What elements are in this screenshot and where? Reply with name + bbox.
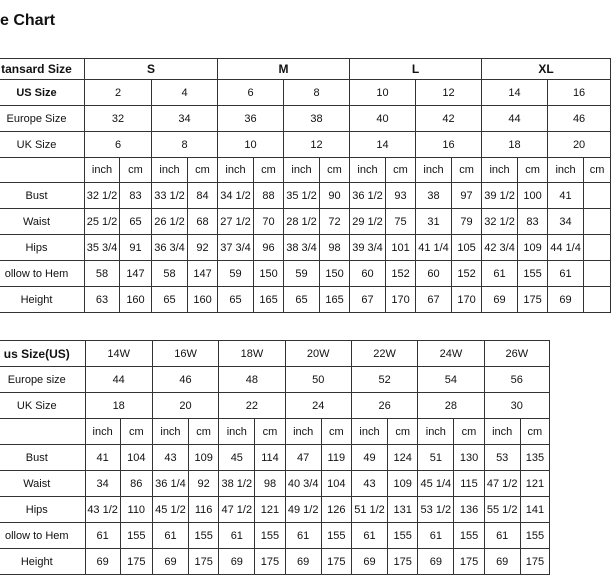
plus-size-cell: 26W	[484, 341, 549, 367]
us-size-cell: 14	[482, 80, 548, 106]
unit-cm-header: cm	[388, 419, 418, 445]
europe-size-cell: 48	[219, 367, 285, 393]
row-label: Hips	[0, 497, 85, 523]
measurement-cell: 79	[452, 209, 482, 235]
measurement-cell: 160	[120, 287, 152, 313]
unit-inch-header: inch	[484, 419, 520, 445]
us-size-cell: 6	[218, 80, 284, 106]
unit-cm-header: cm	[452, 158, 482, 183]
measurement-cell: 43 1/2	[85, 497, 120, 523]
plus-size-cell: 24W	[418, 341, 484, 367]
measurement-cell: 69	[219, 549, 255, 575]
measurement-cell: 104	[321, 471, 351, 497]
measurement-cell: 34 1/2	[218, 183, 254, 209]
measurement-cell: 115	[454, 471, 484, 497]
measurement-cell: 65	[218, 287, 254, 313]
europe-size-cell: 40	[350, 106, 416, 132]
measurement-cell: 84	[188, 183, 218, 209]
measurement-cell: 75	[386, 209, 416, 235]
unit-row	[0, 158, 611, 183]
measurement-cell: 58	[152, 261, 188, 287]
europe-size-cell: 46	[152, 367, 218, 393]
measurement-cell: 104	[120, 445, 152, 471]
measurement-cell: 92	[188, 235, 218, 261]
row-label: Europe size	[0, 367, 85, 393]
measure-row	[0, 445, 550, 471]
measurement-cell: 70	[254, 209, 284, 235]
measurement-cell: 69	[351, 549, 387, 575]
measurement-cell: 36 1/4	[152, 471, 188, 497]
measurement-cell: 69	[285, 549, 321, 575]
measurement-cell: 101	[386, 235, 416, 261]
measurement-cell: 175	[520, 549, 549, 575]
row-label: Height	[0, 549, 85, 575]
measurement-cell: 42 3/4	[482, 235, 518, 261]
measurement-cell: 25 1/2	[85, 209, 120, 235]
measurement-cell: 119	[321, 445, 351, 471]
measurement-cell: 60	[416, 261, 452, 287]
row-label: Hips	[0, 235, 85, 261]
measurement-cell	[584, 261, 611, 287]
europe-size-row	[0, 367, 550, 393]
europe-size-cell: 42	[416, 106, 482, 132]
us-size-cell: 8	[284, 80, 350, 106]
uk-size-cell: 30	[484, 393, 549, 419]
unit-inch-header: inch	[418, 419, 454, 445]
size-group-xl: XL	[482, 59, 611, 80]
europe-size-row	[0, 106, 611, 132]
measurement-cell: 55 1/2	[484, 497, 520, 523]
standard-size-label: tansard Size	[0, 59, 85, 80]
measurement-cell: 61	[351, 523, 387, 549]
plus-size-table	[0, 340, 550, 575]
measurement-cell: 160	[188, 287, 218, 313]
measurement-cell: 31	[416, 209, 452, 235]
measurement-cell: 47 1/2	[484, 471, 520, 497]
measurement-cell	[584, 287, 611, 313]
row-label: Europe Size	[0, 106, 85, 132]
measurement-cell: 63	[85, 287, 120, 313]
measurement-cell: 58	[85, 261, 120, 287]
unit-inch-header: inch	[152, 419, 188, 445]
measurement-cell: 96	[254, 235, 284, 261]
measurement-cell: 126	[321, 497, 351, 523]
unit-cm-header: cm	[254, 158, 284, 183]
measurement-cell: 61	[85, 523, 120, 549]
measurement-cell: 121	[255, 497, 285, 523]
measurement-cell: 59	[284, 261, 320, 287]
measurement-cell: 88	[254, 183, 284, 209]
measurement-cell: 130	[454, 445, 484, 471]
unit-inch-header: inch	[284, 158, 320, 183]
row-label: ollow to Hem	[0, 523, 85, 549]
row-label: UK Size	[0, 393, 85, 419]
measurement-cell: 47	[285, 445, 321, 471]
measurement-cell: 39 3/4	[350, 235, 386, 261]
measurement-cell: 135	[520, 445, 549, 471]
us-size-cell: 4	[152, 80, 218, 106]
measurement-cell: 61	[152, 523, 188, 549]
measurement-cell: 32 1/2	[85, 183, 120, 209]
measurement-cell: 141	[520, 497, 549, 523]
measurement-cell: 109	[189, 445, 219, 471]
plus-size-cell: 16W	[152, 341, 218, 367]
measurement-cell: 147	[188, 261, 218, 287]
measurement-cell: 38	[416, 183, 452, 209]
measurement-cell: 98	[320, 235, 350, 261]
measurement-cell: 91	[120, 235, 152, 261]
europe-size-cell: 34	[152, 106, 218, 132]
measurement-cell: 100	[518, 183, 548, 209]
unit-cm-header: cm	[320, 158, 350, 183]
measurement-cell: 68	[188, 209, 218, 235]
measurement-cell: 155	[189, 523, 219, 549]
measurement-cell: 67	[350, 287, 386, 313]
unit-row-blank	[0, 419, 85, 445]
measure-row	[0, 209, 611, 235]
measurement-cell: 124	[388, 445, 418, 471]
measurement-cell: 131	[388, 497, 418, 523]
measurement-cell: 43	[351, 471, 387, 497]
unit-inch-header: inch	[85, 419, 120, 445]
measurement-cell: 61	[219, 523, 255, 549]
measurement-cell: 175	[321, 549, 351, 575]
measurement-cell: 41	[548, 183, 584, 209]
measurement-cell: 39 1/2	[482, 183, 518, 209]
europe-size-cell: 56	[484, 367, 549, 393]
measurement-cell: 170	[386, 287, 416, 313]
measurement-cell	[584, 235, 611, 261]
unit-cm-header: cm	[188, 158, 218, 183]
measurement-cell: 51 1/2	[351, 497, 387, 523]
measurement-cell: 109	[518, 235, 548, 261]
measurement-cell: 41	[85, 445, 120, 471]
unit-inch-header: inch	[482, 158, 518, 183]
unit-inch-header: inch	[548, 158, 584, 183]
uk-size-row	[0, 132, 611, 158]
unit-row	[0, 419, 550, 445]
measurement-cell: 45 1/2	[152, 497, 188, 523]
europe-size-cell: 54	[418, 367, 484, 393]
standard-size-table	[0, 58, 611, 313]
measurement-cell: 152	[452, 261, 482, 287]
measurement-cell: 83	[518, 209, 548, 235]
uk-size-cell: 8	[152, 132, 218, 158]
measurement-cell: 61	[484, 523, 520, 549]
measurement-cell: 45 1/4	[418, 471, 454, 497]
unit-cm-header: cm	[120, 158, 152, 183]
measure-row	[0, 549, 550, 575]
measurement-cell: 155	[255, 523, 285, 549]
measurement-cell: 45	[219, 445, 255, 471]
europe-size-cell: 36	[218, 106, 284, 132]
measurement-cell: 175	[518, 287, 548, 313]
measurement-cell: 28 1/2	[284, 209, 320, 235]
measurement-cell: 53	[484, 445, 520, 471]
measurement-cell: 165	[320, 287, 350, 313]
unit-cm-header: cm	[584, 158, 611, 183]
unit-cm-header: cm	[386, 158, 416, 183]
measurement-cell: 69	[548, 287, 584, 313]
measurement-cell: 38 1/2	[219, 471, 255, 497]
europe-size-cell: 44	[85, 367, 152, 393]
measurement-cell: 175	[189, 549, 219, 575]
measurement-cell: 53 1/2	[418, 497, 454, 523]
measurement-cell: 36 1/2	[350, 183, 386, 209]
measure-row	[0, 183, 611, 209]
uk-size-cell: 26	[351, 393, 417, 419]
measurement-cell: 44 1/4	[548, 235, 584, 261]
plus-size-cell: 14W	[85, 341, 152, 367]
measurement-cell: 65	[152, 287, 188, 313]
measurement-cell: 155	[520, 523, 549, 549]
measurement-cell: 109	[388, 471, 418, 497]
uk-size-cell: 16	[416, 132, 482, 158]
unit-inch-header: inch	[416, 158, 452, 183]
row-label: Bust	[0, 445, 85, 471]
measurement-cell: 47 1/2	[219, 497, 255, 523]
uk-size-cell: 28	[418, 393, 484, 419]
row-label: Waist	[0, 471, 85, 497]
us-size-cell: 2	[85, 80, 152, 106]
measurement-cell: 69	[152, 549, 188, 575]
measurement-cell: 155	[454, 523, 484, 549]
measurement-cell: 110	[120, 497, 152, 523]
us-size-cell: 10	[350, 80, 416, 106]
measure-row	[0, 261, 611, 287]
measurement-cell: 61	[285, 523, 321, 549]
uk-size-cell: 6	[85, 132, 152, 158]
measurement-cell: 150	[320, 261, 350, 287]
size-group-m: M	[218, 59, 350, 80]
measurement-cell: 32 1/2	[482, 209, 518, 235]
europe-size-cell: 32	[85, 106, 152, 132]
measure-row	[0, 471, 550, 497]
measurement-cell: 175	[120, 549, 152, 575]
uk-size-cell: 12	[284, 132, 350, 158]
us-size-cell: 12	[416, 80, 482, 106]
europe-size-cell: 50	[285, 367, 351, 393]
unit-cm-header: cm	[321, 419, 351, 445]
row-label: Height	[0, 287, 85, 313]
unit-inch-header: inch	[218, 158, 254, 183]
measurement-cell: 61	[482, 261, 518, 287]
measure-row	[0, 287, 611, 313]
measurement-cell: 65	[120, 209, 152, 235]
size-group-row	[0, 59, 611, 80]
measurement-cell: 36 3/4	[152, 235, 188, 261]
measurement-cell: 49 1/2	[285, 497, 321, 523]
measurement-cell: 97	[452, 183, 482, 209]
plus-size-label: us Size(US)	[0, 341, 85, 367]
unit-cm-header: cm	[120, 419, 152, 445]
row-label: Waist	[0, 209, 85, 235]
measurement-cell: 175	[454, 549, 484, 575]
measurement-cell: 155	[120, 523, 152, 549]
unit-cm-header: cm	[189, 419, 219, 445]
unit-row-blank	[0, 158, 85, 183]
measurement-cell: 147	[120, 261, 152, 287]
measurement-cell: 41 1/4	[416, 235, 452, 261]
measurement-cell: 86	[120, 471, 152, 497]
measurement-cell: 43	[152, 445, 188, 471]
plus-size-cell: 22W	[351, 341, 417, 367]
unit-cm-header: cm	[520, 419, 549, 445]
uk-size-cell: 22	[219, 393, 285, 419]
europe-size-cell: 52	[351, 367, 417, 393]
size-group-s: S	[85, 59, 218, 80]
measurement-cell	[584, 183, 611, 209]
measurement-cell: 175	[388, 549, 418, 575]
measurement-cell: 29 1/2	[350, 209, 386, 235]
uk-size-cell: 20	[152, 393, 218, 419]
measurement-cell: 51	[418, 445, 454, 471]
row-label: ollow to Hem	[0, 261, 85, 287]
measurement-cell: 152	[386, 261, 416, 287]
measurement-cell: 69	[484, 549, 520, 575]
measurement-cell: 98	[255, 471, 285, 497]
unit-inch-header: inch	[85, 158, 120, 183]
measurement-cell: 61	[548, 261, 584, 287]
measurement-cell: 61	[418, 523, 454, 549]
uk-size-cell: 18	[482, 132, 548, 158]
measure-row	[0, 523, 550, 549]
measurement-cell: 69	[482, 287, 518, 313]
measurement-cell: 69	[85, 549, 120, 575]
measurement-cell: 92	[189, 471, 219, 497]
measurement-cell: 105	[452, 235, 482, 261]
measurement-cell: 155	[388, 523, 418, 549]
measurement-cell: 65	[284, 287, 320, 313]
unit-cm-header: cm	[454, 419, 484, 445]
us-size-row	[0, 80, 611, 106]
measurement-cell: 27 1/2	[218, 209, 254, 235]
unit-inch-header: inch	[152, 158, 188, 183]
measurement-cell: 83	[120, 183, 152, 209]
uk-size-row	[0, 393, 550, 419]
measurement-cell: 35 3/4	[85, 235, 120, 261]
measurement-cell: 49	[351, 445, 387, 471]
page-title: e Chart	[0, 12, 56, 29]
measurement-cell: 155	[321, 523, 351, 549]
measure-row	[0, 497, 550, 523]
measurement-cell: 38 3/4	[284, 235, 320, 261]
uk-size-cell: 10	[218, 132, 284, 158]
measurement-cell: 34	[548, 209, 584, 235]
measurement-cell: 121	[520, 471, 549, 497]
measurement-cell: 37 3/4	[218, 235, 254, 261]
measurement-cell: 116	[189, 497, 219, 523]
measurement-cell: 59	[218, 261, 254, 287]
plus-size-cell: 20W	[285, 341, 351, 367]
measurement-cell: 40 3/4	[285, 471, 321, 497]
uk-size-cell: 14	[350, 132, 416, 158]
unit-inch-header: inch	[350, 158, 386, 183]
europe-size-cell: 38	[284, 106, 350, 132]
row-label: UK Size	[0, 132, 85, 158]
size-group-l: L	[350, 59, 482, 80]
measurement-cell: 175	[255, 549, 285, 575]
row-label: Bust	[0, 183, 85, 209]
measurement-cell: 69	[418, 549, 454, 575]
unit-cm-header: cm	[255, 419, 285, 445]
measurement-cell: 93	[386, 183, 416, 209]
unit-inch-header: inch	[351, 419, 387, 445]
measurement-cell: 165	[254, 287, 284, 313]
measurement-cell: 60	[350, 261, 386, 287]
europe-size-cell: 44	[482, 106, 548, 132]
measurement-cell: 114	[255, 445, 285, 471]
measurement-cell: 33 1/2	[152, 183, 188, 209]
uk-size-cell: 20	[548, 132, 611, 158]
uk-size-cell: 18	[85, 393, 152, 419]
measurement-cell: 136	[454, 497, 484, 523]
plus-size-cell: 18W	[219, 341, 285, 367]
measurement-cell: 26 1/2	[152, 209, 188, 235]
measurement-cell: 35 1/2	[284, 183, 320, 209]
measurement-cell: 155	[518, 261, 548, 287]
measurement-cell: 72	[320, 209, 350, 235]
us-size-cell: 16	[548, 80, 611, 106]
unit-cm-header: cm	[518, 158, 548, 183]
row-label: US Size	[0, 80, 85, 106]
unit-inch-header: inch	[285, 419, 321, 445]
unit-inch-header: inch	[219, 419, 255, 445]
measurement-cell: 67	[416, 287, 452, 313]
europe-size-cell: 46	[548, 106, 611, 132]
measurement-cell: 170	[452, 287, 482, 313]
measurement-cell	[584, 209, 611, 235]
measure-row	[0, 235, 611, 261]
uk-size-cell: 24	[285, 393, 351, 419]
measurement-cell: 34	[85, 471, 120, 497]
measurement-cell: 150	[254, 261, 284, 287]
plus-size-row	[0, 341, 550, 367]
measurement-cell: 90	[320, 183, 350, 209]
